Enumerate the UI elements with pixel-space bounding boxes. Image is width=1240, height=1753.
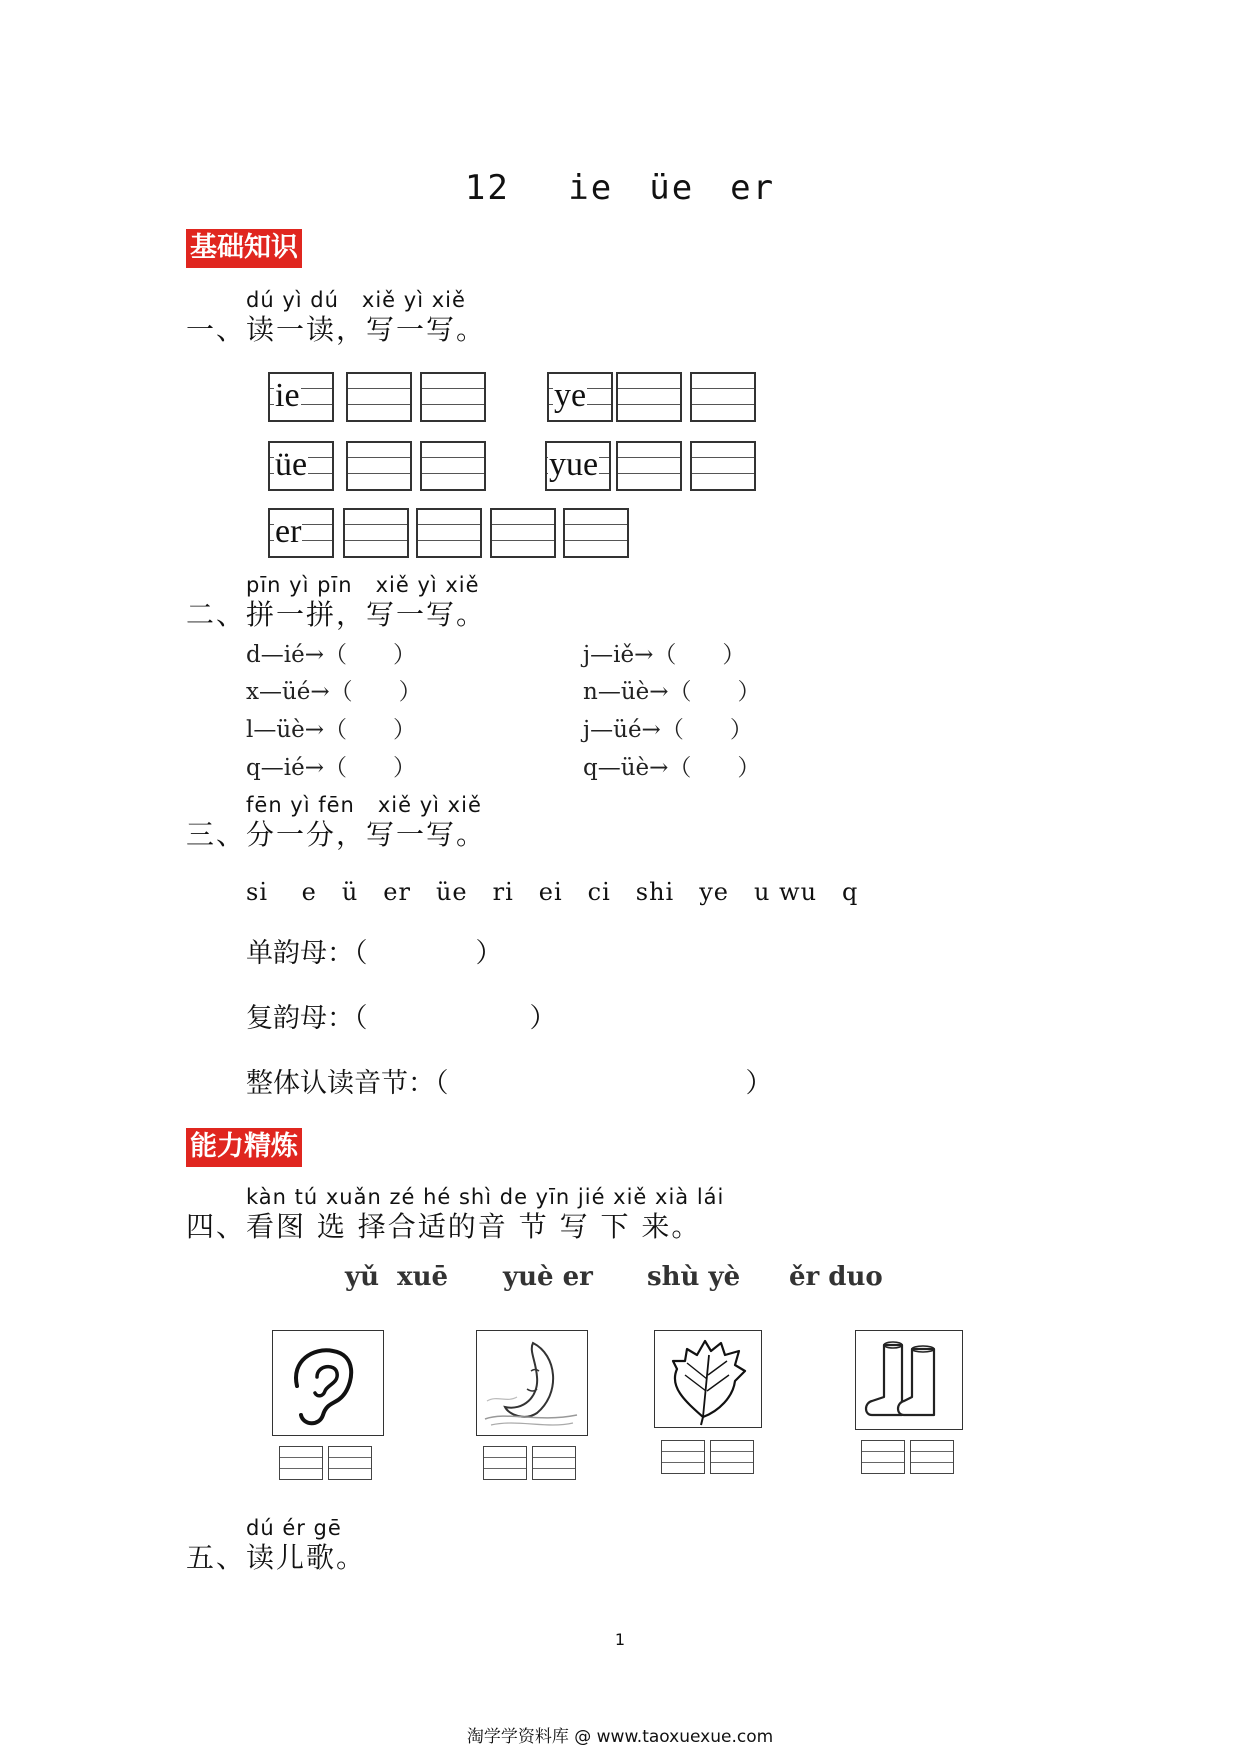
answer-box[interactable] — [483, 1446, 527, 1480]
writing-box[interactable] — [346, 372, 412, 422]
section-tag-basic: 基础知识 — [186, 229, 302, 268]
q4-title: 四、看图 选 择合适的音 节 写 下 来。 — [186, 1210, 702, 1243]
q2-title: 二、拼一拼，写一写。 — [186, 598, 487, 631]
q3-pinyin: fēn yì fēn xiě yì xiě — [246, 793, 482, 817]
spell-item[interactable]: d—ié→（ ） — [246, 642, 416, 668]
answer-box[interactable] — [279, 1446, 323, 1480]
q1-pinyin: dú yì dú xiě yì xiě — [246, 288, 466, 312]
writing-box[interactable] — [343, 508, 409, 558]
letter-er: er — [275, 513, 302, 550]
q4-pinyin: kàn tú xuǎn zé hé shì de yīn jié xiě xià lái — [246, 1185, 725, 1209]
picture-moon — [476, 1330, 588, 1436]
writing-box[interactable] — [616, 372, 682, 422]
spell-item[interactable]: j—iě→（ ） — [583, 642, 746, 668]
q5-title: 五、读儿歌。 — [186, 1541, 367, 1574]
spell-item[interactable]: q—ié→（ ） — [246, 755, 416, 781]
writing-box[interactable] — [420, 441, 486, 491]
q3-title: 三、分一分，写一写。 — [186, 818, 487, 851]
option-yueer: yuè er — [503, 1262, 593, 1292]
picture-boots — [855, 1330, 963, 1430]
whole-syllable-blank[interactable]: 整体认读音节：（ ） — [246, 1068, 773, 1099]
spell-item[interactable]: x—üé→（ ） — [246, 679, 422, 705]
q2-pinyin: pīn yì pīn xiě yì xiě — [246, 573, 480, 597]
page-title: 12 ie üe er — [464, 168, 776, 208]
writing-box[interactable] — [616, 441, 682, 491]
picture-ear — [272, 1330, 384, 1436]
section-tag-ability: 能力精炼 — [186, 1128, 302, 1167]
writing-box[interactable] — [420, 372, 486, 422]
ear-icon — [273, 1331, 383, 1435]
compound-vowel-blank[interactable]: 复韵母：（ ） — [246, 1003, 557, 1034]
q1-title: 一、读一读，写一写。 — [186, 313, 487, 346]
letter-ye: ye — [554, 377, 587, 414]
letter-box — [545, 441, 611, 491]
spell-item[interactable]: l—üè→（ ） — [246, 717, 417, 743]
letter-box — [268, 372, 334, 422]
moon-icon — [477, 1331, 587, 1435]
picture-leaf — [654, 1330, 762, 1428]
answer-box[interactable] — [661, 1440, 705, 1474]
letter-box — [547, 372, 613, 422]
writing-box[interactable] — [416, 508, 482, 558]
leaf-icon — [655, 1331, 761, 1427]
answer-box[interactable] — [532, 1446, 576, 1480]
spell-item[interactable]: j—üé→（ ） — [583, 717, 753, 743]
answer-box[interactable] — [328, 1446, 372, 1480]
page-number: 1 — [614, 1630, 626, 1649]
answer-box[interactable] — [910, 1440, 954, 1474]
letter-box — [268, 508, 334, 558]
spell-item[interactable]: n—üè→（ ） — [583, 679, 761, 705]
letter-ue: üe — [275, 446, 308, 483]
letter-yue: yue — [549, 446, 599, 483]
syllable-list: si e ü er üe ri ei ci shi ye u wu q — [246, 878, 859, 906]
letter-box — [268, 441, 334, 491]
letter-ie: ie — [275, 377, 300, 414]
option-shuye: shù yè — [647, 1262, 741, 1292]
q5-pinyin: dú ér gē — [246, 1516, 342, 1540]
writing-box[interactable] — [563, 508, 629, 558]
answer-box[interactable] — [710, 1440, 754, 1474]
footer-source: 淘学学资料库 @ www.taoxuexue.com — [466, 1727, 774, 1747]
writing-box[interactable] — [346, 441, 412, 491]
single-vowel-blank[interactable]: 单韵母：（ ） — [246, 938, 503, 969]
option-yuxue: yǔ xuē — [345, 1262, 449, 1292]
writing-box[interactable] — [490, 508, 556, 558]
option-erduo: ěr duo — [789, 1262, 883, 1292]
spell-item[interactable]: q—üè→（ ） — [583, 755, 761, 781]
writing-box[interactable] — [690, 441, 756, 491]
boots-icon — [856, 1331, 962, 1429]
answer-box[interactable] — [861, 1440, 905, 1474]
writing-box[interactable] — [690, 372, 756, 422]
